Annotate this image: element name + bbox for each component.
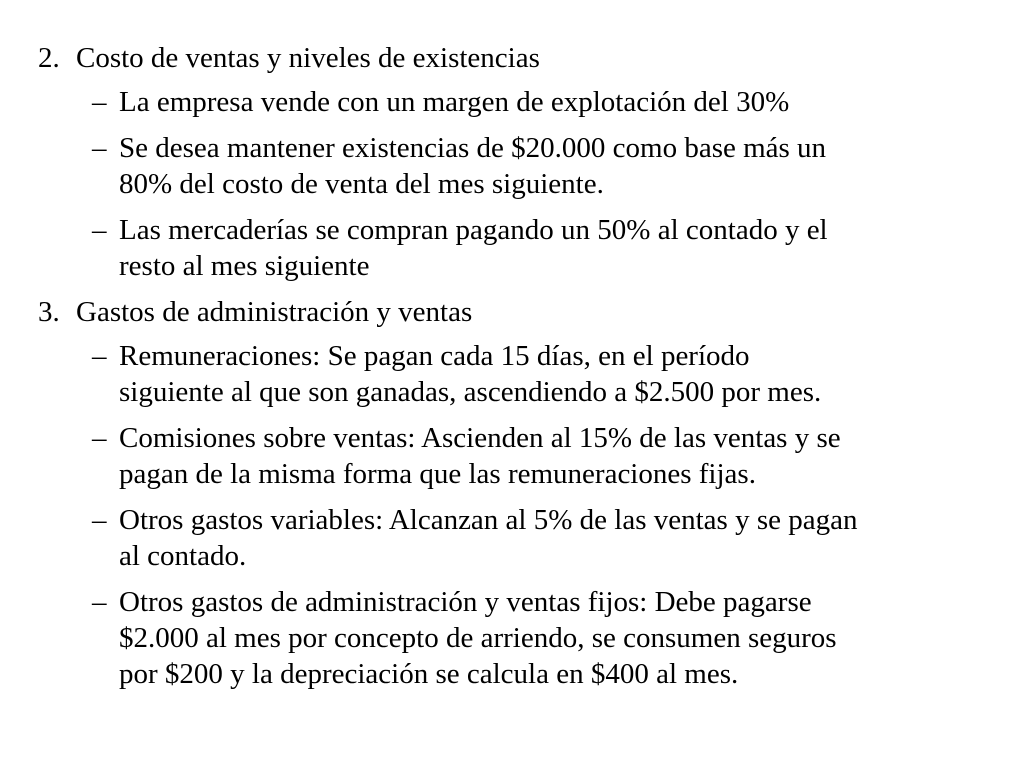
bullet-line: pagan de la misma forma que las remuneraciones fijas. xyxy=(119,458,756,490)
bullet-dash: – xyxy=(92,504,107,536)
bullet-line: Comisiones sobre ventas: Ascienden al 15% de las ventas y se xyxy=(119,422,841,454)
section-title: Gastos de administración y ventas xyxy=(76,296,473,328)
bullet-line: siguiente al que son ganadas, ascendiendo a $2.500 por mes. xyxy=(119,376,822,408)
bullet-line: Las mercaderías se compran pagando un 50% al contado y el xyxy=(119,214,828,246)
bullet-dash: – xyxy=(92,422,107,454)
bullet-dash: – xyxy=(92,214,107,246)
bullet-dash: – xyxy=(92,586,107,618)
bullet-dash: – xyxy=(92,132,107,164)
bullet-line: 80% del costo de venta del mes siguiente. xyxy=(119,168,604,200)
bullet-line: resto al mes siguiente xyxy=(119,250,370,282)
bullet-line: $2.000 al mes por concepto de arriendo, se consumen seguros xyxy=(119,622,837,654)
bullet-line: por $200 y la depreciación se calcula en $400 al mes. xyxy=(119,658,739,690)
section-number: 2. xyxy=(38,42,60,74)
section-number: 3. xyxy=(38,296,60,328)
bullet-dash: – xyxy=(92,86,107,118)
bullet-line: Otros gastos variables: Alcanzan al 5% de las ventas y se pagan xyxy=(119,504,858,536)
section-title: Costo de ventas y niveles de existencias xyxy=(76,42,540,74)
bullet-line: Se desea mantener existencias de $20.000 como base más un xyxy=(119,132,827,164)
bullet-line: al contado. xyxy=(119,540,247,572)
bullet-line: La empresa vende con un margen de explotación del 30% xyxy=(119,86,790,118)
bullet-line: Remuneraciones: Se pagan cada 15 días, en el período xyxy=(119,340,750,372)
bullet-line: Otros gastos de administración y ventas fijos: Debe pagarse xyxy=(119,586,812,618)
bullet-dash: – xyxy=(92,340,107,372)
